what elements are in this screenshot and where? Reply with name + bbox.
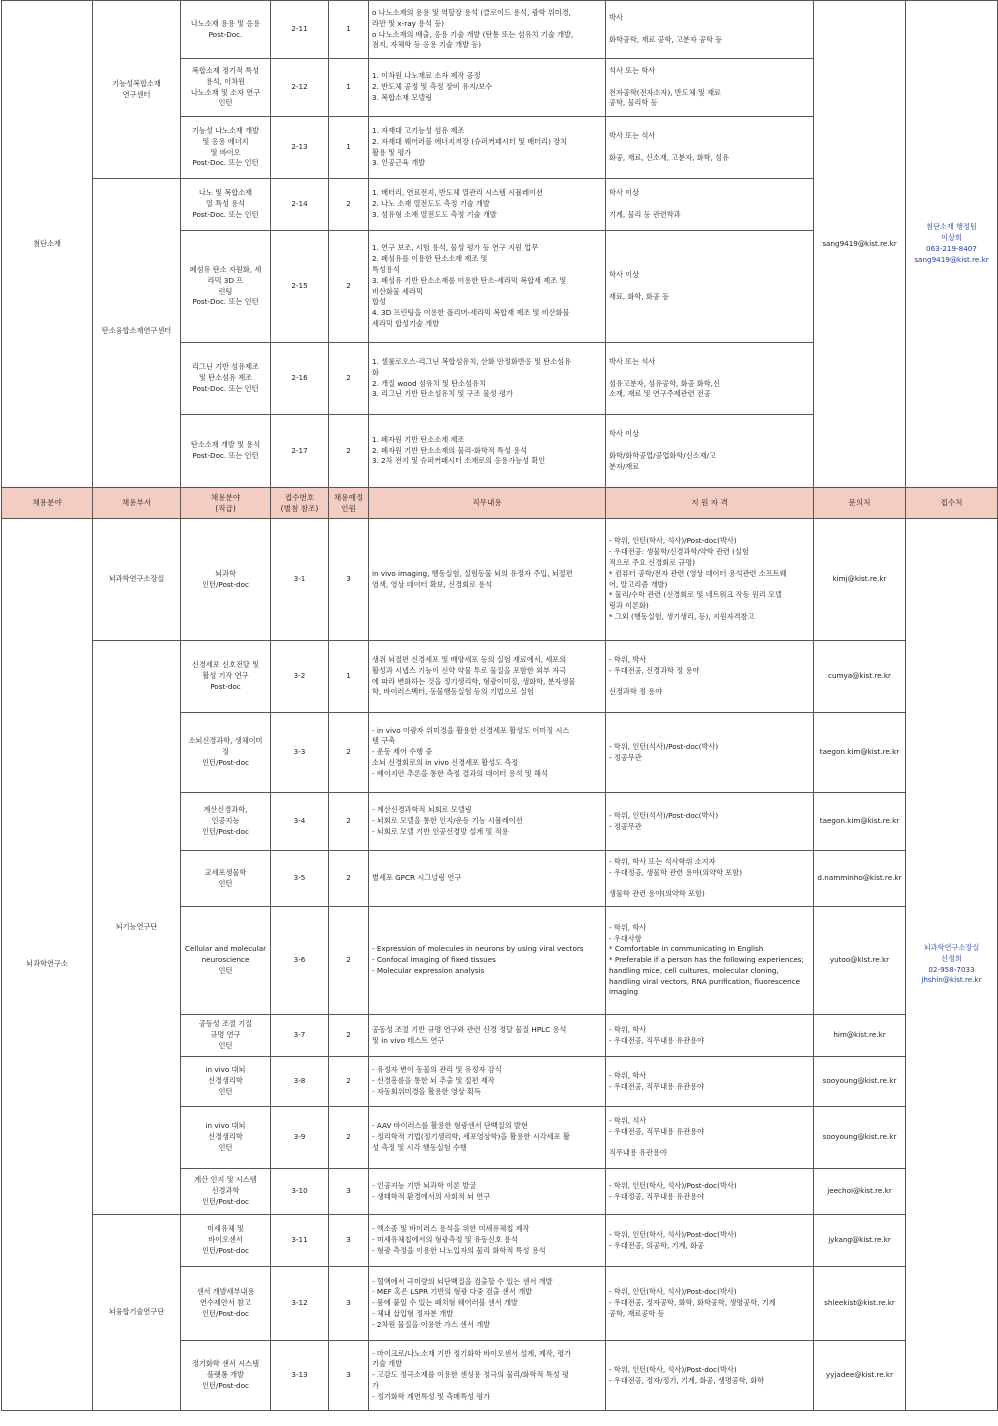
- submit-cell: 첨단소재 행정팀 이상희 063-219-8407 sang9419@kist.re.kr: [906, 1, 998, 488]
- contact-cell: jeechoi@kist.re.kr: [814, 1169, 906, 1215]
- header-code: 접수번호 (별첨 참조): [271, 488, 329, 519]
- code-cell: 3-9: [271, 1107, 329, 1169]
- count-cell: 2: [329, 231, 369, 343]
- count-cell: 1: [329, 1, 369, 59]
- code-cell: 2-12: [271, 59, 329, 117]
- position-cell: in vivo 대뇌 신경생리학 인턴: [181, 1057, 271, 1107]
- position-cell: Cellular and molecular neuroscience 인턴: [181, 907, 271, 1015]
- contact-cell: sang9419@kist.re.kr: [814, 1, 906, 488]
- position-cell: 리그닌 기반 섬유제조 및 탄소섬유 제조 Post-Doc. 또는 인턴: [181, 343, 271, 415]
- position-cell: 공동성 조절 기질 규명 연구 인턴: [181, 1015, 271, 1057]
- field-cell: 뇌과학연구소: [2, 519, 93, 1411]
- code-cell: 2-13: [271, 117, 329, 179]
- count-cell: 3: [329, 1267, 369, 1341]
- position-cell: 신경세포 신호전달 및 활성 기작 연구 Post-doc: [181, 641, 271, 713]
- duties-cell: - 유정자 변이 동물의 관리 및 유정자 감식 - 신경흥름을 통한 뇌 추출 및 절편 제작 - 자동회위미경을 활용한 영상 획득: [369, 1057, 606, 1107]
- duties-cell: o 나노소재의 용용 및 역할장 용석 (클로이드 용석, 광학 위미경, 라만 및 x-ray 용석 등) o 나노소재의 배출, 응용 기술 개발 (탄통 또는 섬유치 기술 개발, 점지, 자체학 등 응용 기술 개발 등): [369, 1, 606, 59]
- contact-cell: cumya@kist.re.kr: [814, 641, 906, 713]
- header-position: 채용분야 (직급): [181, 488, 271, 519]
- code-cell: 3-11: [271, 1215, 329, 1267]
- count-cell: 3: [329, 1215, 369, 1267]
- position-cell: 센서 개발세부내용 연수제안서 참고 인턴/Post-doc: [181, 1267, 271, 1341]
- contact-cell: him@kist.re.kr: [814, 1015, 906, 1057]
- qual-cell: - 학위, 학사 - 우대사항 * Comfortable in communicating in English * Preferable if a person has the following experiences; handling mice, cell cultures, molecular cloning, handling viral vectors, RNA purification, fluorescence imaging: [606, 907, 814, 1015]
- duties-cell: - Expression of molecules in neurons by using viral vectors - Confocal imaging of fixed tissues - Molecular expression analysis: [369, 907, 606, 1015]
- code-cell: 2-14: [271, 179, 329, 231]
- count-cell: 2: [329, 851, 369, 907]
- duties-cell: - AAV 바이러스를 활용한 형광센서 단백질의 발현 - 정리학적 기법(정기생리학, 세포영상학)을 활용한 시각세포 활 성 측정 및 시각 행동실험 수행: [369, 1107, 606, 1169]
- contact-cell: yutoo@kist.re.kr: [814, 907, 906, 1015]
- qual-cell: - 학위, 석사 - 우대전공, 직무내용 유관용야 직무내용 유관용야: [606, 1107, 814, 1169]
- position-cell: 교세포생물학 인턴: [181, 851, 271, 907]
- code-cell: 3-2: [271, 641, 329, 713]
- count-cell: 1: [329, 117, 369, 179]
- count-cell: 1: [329, 59, 369, 117]
- code-cell: 3-10: [271, 1169, 329, 1215]
- contact-cell: sooyoung@kist.re.kr: [814, 1057, 906, 1107]
- contact-cell: jykang@kist.re.kr: [814, 1215, 906, 1267]
- qual-cell: - 학위, 인턴(학사, 석사)/Post-doc(박사) - 우대전공, 정자공학, 화학, 화학공학, 생명공학, 기계 공학, 재료공학 등: [606, 1267, 814, 1341]
- header-contact: 문의처: [814, 488, 906, 519]
- duties-cell: - 계산신경과학적 뇌회로 모델링 - 뇌회로 모델을 통한 인지/운동 기능 시뮬레이션 - 뇌회로 모델 기반 인공신경망 설계 및 적용: [369, 793, 606, 851]
- duties-cell: - 마이크로/나노소재 기반 정기화학 바이오센서 설계, 제작, 평가 기술 개발 - 고감도 정극소재를 이용한 센싱용 정극의 물리/화학적 특성 평 가 - 정기화학 계면특성 및 측매특성 평가: [369, 1341, 606, 1411]
- code-cell: 3-12: [271, 1267, 329, 1341]
- count-cell: 1: [329, 641, 369, 713]
- count-cell: 2: [329, 1057, 369, 1107]
- code-cell: 3-8: [271, 1057, 329, 1107]
- qual-cell: - 학위, 인턴(학사, 석사)/Post-doc(박사) - 우대전공, 정자/정기, 기계, 화공, 생명공학, 화학: [606, 1341, 814, 1411]
- duties-cell: - 인공지능 기반 뇌과학 이론 발굴 - 생태학적 환경에서의 사회적 뇌 연구: [369, 1169, 606, 1215]
- duties-cell: 1. 이차원 나노재료 소자 제작 공정 2. 반도체 공정 및 측정 장비 유지/보수 3. 복합소재 모델링: [369, 59, 606, 117]
- position-cell: 탄소소재 개발 및 용석 Post-Doc. 또는 인턴: [181, 415, 271, 488]
- submit-cell: 뇌과학연구소장실 신정희 02-958-7033 jhshin@kist.re.kr: [906, 519, 998, 1411]
- code-cell: 3-5: [271, 851, 329, 907]
- position-cell: 계산 인지 및 시스템 신경과학 인턴/Post-doc: [181, 1169, 271, 1215]
- code-cell: 2-11: [271, 1, 329, 59]
- position-cell: 정기화학 센서 시스템 플랫폼 개발 인턴/Post-doc: [181, 1341, 271, 1411]
- qual-cell: - 학위, 박사 - 우대전공, 신경과학 정 용야 신경과학 정 용야: [606, 641, 814, 713]
- position-cell: 계산신경과학, 인공지능 인턴/Post-doc: [181, 793, 271, 851]
- header-count: 채용예정 인원: [329, 488, 369, 519]
- table-header-row: [2, 488, 998, 519]
- header-duties: 직무내용: [369, 488, 606, 519]
- count-cell: 3: [329, 1341, 369, 1411]
- code-cell: 2-15: [271, 231, 329, 343]
- qual-cell: - 학위, 인턴(학사, 석사)/Post-doc(박사) - 우대전공: 생물학/신경과학/약학 관련 (실험 적으로 주요 신경회로 규명) * 컴퓨터 공학/전자 관련 (영상 데이터 용석관련 소프트웨 어, 알고리즘 개발) * 물리/수학 관련 (신경회로 및 네트워크 작동 원리 모델 링과 이론화) * 그외 (행동실험, 생기생리, 등), 지원자격참고: [606, 519, 814, 641]
- contact-cell: d.namminho@kist.re.kr: [814, 851, 906, 907]
- unit-cell: 뇌과학연구소장실: [93, 519, 181, 641]
- code-cell: 3-4: [271, 793, 329, 851]
- header-qual: 지 원 자 격: [606, 488, 814, 519]
- code-cell: 3-13: [271, 1341, 329, 1411]
- field-cell: 첨단소재: [2, 1, 93, 488]
- unit-cell: 기능성복합소재 연구센터: [93, 1, 181, 179]
- header-field: 채용분야: [2, 488, 93, 519]
- count-cell: 2: [329, 713, 369, 793]
- position-cell: 복합소재 정기적 특성 용석, 이차원 나노소재 및 소자 연구 인턴: [181, 59, 271, 117]
- count-cell: 2: [329, 343, 369, 415]
- duties-cell: 1. 폐자원 기반 탄소소재 제조 2. 폐자원 기반 탄소소재의 물리-화학적 특성 용석 3. 2차 전지 및 슈퍼커패시터 소재로의 응용가능성 확인: [369, 415, 606, 488]
- header-submit: 접수처: [906, 488, 998, 519]
- qual-cell: 학사 이상 재료, 화학, 화공 등: [606, 231, 814, 343]
- qual-cell: 박사 또는 석사 화공, 재료, 신소재, 고분자, 화학, 섬유: [606, 117, 814, 179]
- duties-cell: 1. 자재대 고기능성 섬유 제조 2. 자재대 웨어러블 에너지저장 (슈퍼커패시터 및 배터리) 장치 활용 및 평가 3. 인공근육 개발: [369, 117, 606, 179]
- duties-cell: - 엑소좀 및 바이러스 용석을 위한 미세유체칩 제작 - 미세유체칩에서의 형광측정 및 유동신호 용석 - 형광 측정을 이용한 나노입자의 물리 화학적 특성 용석: [369, 1215, 606, 1267]
- count-cell: 3: [329, 1169, 369, 1215]
- qual-cell: - 학위, 인턴(학사, 석사)/Post-doc(박사) - 우대전공, 의공학, 기계, 화공: [606, 1215, 814, 1267]
- duties-cell: - in vivo 이광자 위미경을 활용한 신경세포 활성도 이미징 시스 템 구축 - 운동 제어 수행 중 소뇌 신경회로의 in vivo 신경세포 활성도 측정 - 베이지안 추론을 통한 측정 결과의 데이터 용석 및 해석: [369, 713, 606, 793]
- count-cell: 2: [329, 1107, 369, 1169]
- code-cell: 3-6: [271, 907, 329, 1015]
- contact-cell: taegon.kim@kist.re.kr: [814, 793, 906, 851]
- count-cell: 2: [329, 415, 369, 488]
- position-cell: 미세유체 및 바이오센서 인턴/Post-doc: [181, 1215, 271, 1267]
- code-cell: 2-16: [271, 343, 329, 415]
- qual-cell: - 학위, 인턴(석사)/Post-doc(박사) - 정공무관: [606, 713, 814, 793]
- position-cell: in vivo 대뇌 신경생리학 인턴: [181, 1107, 271, 1169]
- qual-cell: - 학위, 학사 또는 석사학위 소지자 - 우대정공, 생물학 관련 용야(의약학 포함) 생물학 관련 용야(의약학 포함): [606, 851, 814, 907]
- contact-cell: kimj@kist.re.kr: [814, 519, 906, 641]
- code-cell: 2-17: [271, 415, 329, 488]
- code-cell: 3-1: [271, 519, 329, 641]
- position-cell: 폐섬유 탄소 자원화, 세 라믹 3D 프 린팅 Post-Doc. 또는 인턴: [181, 231, 271, 343]
- unit-cell: 뇌기능연구단: [93, 641, 181, 1215]
- qual-cell: 학사 이상 기계, 물리 등 관련학과: [606, 179, 814, 231]
- recruitment-table: [1, 0, 998, 1411]
- duties-cell: 생쥐 뇌절편 신경세포 및 배양세포 등의 실험 재료에서, 세포의 활성과 시냅스 기능이 신약 약물 투로 물질을 포함한 외부 자극 에 따라 변화하는 것을 정기생리학, 형광이미징, 생화학, 분자생물 학, 바이러스벡터, 동물행동실험 등의 기법으로 실험: [369, 641, 606, 713]
- position-cell: 기능성 나노소재 개발 및 응용 에너지 및 바이오 Post-Doc. 또는 인턴: [181, 117, 271, 179]
- duties-cell: 1. 배터리, 연료전지, 반도체 열관리 시스템 시뮬레이션 2. 나노 소재 열전도도 측정 기술 개발 3. 섬유형 소재 열전도도 측정 기술 개발: [369, 179, 606, 231]
- count-cell: 2: [329, 1015, 369, 1057]
- count-cell: 2: [329, 179, 369, 231]
- qual-cell: 석사 또는 학사 전자공학(전자소자), 반도체 및 재료 공학, 물리학 등: [606, 59, 814, 117]
- header-unit: 채용부서: [93, 488, 181, 519]
- position-cell: 나노소재 용용 및 응용 Post-Doc.: [181, 1, 271, 59]
- position-cell: 소뇌신경과학, 생체이미 징 인턴/Post-doc: [181, 713, 271, 793]
- unit-cell: 탄소융합소재연구센터: [93, 179, 181, 488]
- count-cell: 3: [329, 519, 369, 641]
- duties-cell: 1. 연구 보조, 시험 용석, 물성 평가 등 연구 지원 업무 2. 폐섬유를 이용한 탄소소재 제조 및 특성용석 3. 폐섬유 기반 탄소소재를 이용한 탄소-세라믹 복합재 제조 및 비산화물 세라믹 합성 4. 3D 프린팅을 이용한 폴리머-세라믹 복합재 제조 및 비산화물 세라믹 합성기술 개발: [369, 231, 606, 343]
- qual-cell: 박사 또는 석사 섬유고분자, 섬유공학, 화공 화학,신 소재, 재료 및 연구주제관련 전공: [606, 343, 814, 415]
- contact-cell: taegon.kim@kist.re.kr: [814, 713, 906, 793]
- qual-cell: 박사 화학공학, 재료 공학, 고분자 공학 등: [606, 1, 814, 59]
- qual-cell: 학사 이상 화학/화학공업/공업화학/신소재/고 분자/재료: [606, 415, 814, 488]
- qual-cell: - 학위, 인턴(석사)/Post-doc(박사) - 정공무관: [606, 793, 814, 851]
- duties-cell: in vivo imaging, 행동실험, 실험동물 뇌의 유정자 주입, 뇌절편 염색, 영상 데이터 확보, 신경회로 용석: [369, 519, 606, 641]
- unit-cell: 뇌융합기술연구단: [93, 1215, 181, 1411]
- duties-cell: 1. 셀룰로오스-리그닌 복합섬유치, 산화 안정화반응 및 탄소섬유 화 2. 개질 wood 섬유치 및 탄소섬유치 3. 리그닌 기반 탄소섬유치 및 구조 물성 평가: [369, 343, 606, 415]
- qual-cell: - 학위, 인턴(학사, 석사)/Post-doc(박사) - 우대정공, 직무내용 유관용야: [606, 1169, 814, 1215]
- duties-cell: 별세포 GPCR 시그널링 연구: [369, 851, 606, 907]
- code-cell: 3-3: [271, 713, 329, 793]
- contact-cell: yyjadee@kist.re.kr: [814, 1341, 906, 1411]
- code-cell: 3-7: [271, 1015, 329, 1057]
- position-cell: 뇌과학 인턴/Post-doc: [181, 519, 271, 641]
- contact-cell: sooyoung@kist.re.kr: [814, 1107, 906, 1169]
- duties-cell: 공동성 조절 기반 규명 연구와 관련 신경 정달 물질 HPLC 용석 및 in vivo 테스트 연구: [369, 1015, 606, 1057]
- contact-cell: shleekist@kist.re.kr: [814, 1267, 906, 1341]
- count-cell: 2: [329, 793, 369, 851]
- position-cell: 나노 및 복합소재 열 특성 용석 Post-Doc. 또는 인턴: [181, 179, 271, 231]
- qual-cell: - 학위, 학사 - 우대전공, 직무내용 유관용야: [606, 1015, 814, 1057]
- count-cell: 2: [329, 907, 369, 1015]
- duties-cell: - 혈액에서 극미량의 뇌단백질을 검출할 수 있는 센서 개발 - MEF 혹은 LSPR 기반의 형광 다중 검출 센서 개발 - 몸에 붙일 수 있는 패치형 웨어러블 센서 개발 - 체내 삽입형 정자분 개발 - 2차원 물질을 이용한 가스 센서 개발: [369, 1267, 606, 1341]
- qual-cell: - 학위, 학사 - 우대전공, 직무내용 유관용야: [606, 1057, 814, 1107]
